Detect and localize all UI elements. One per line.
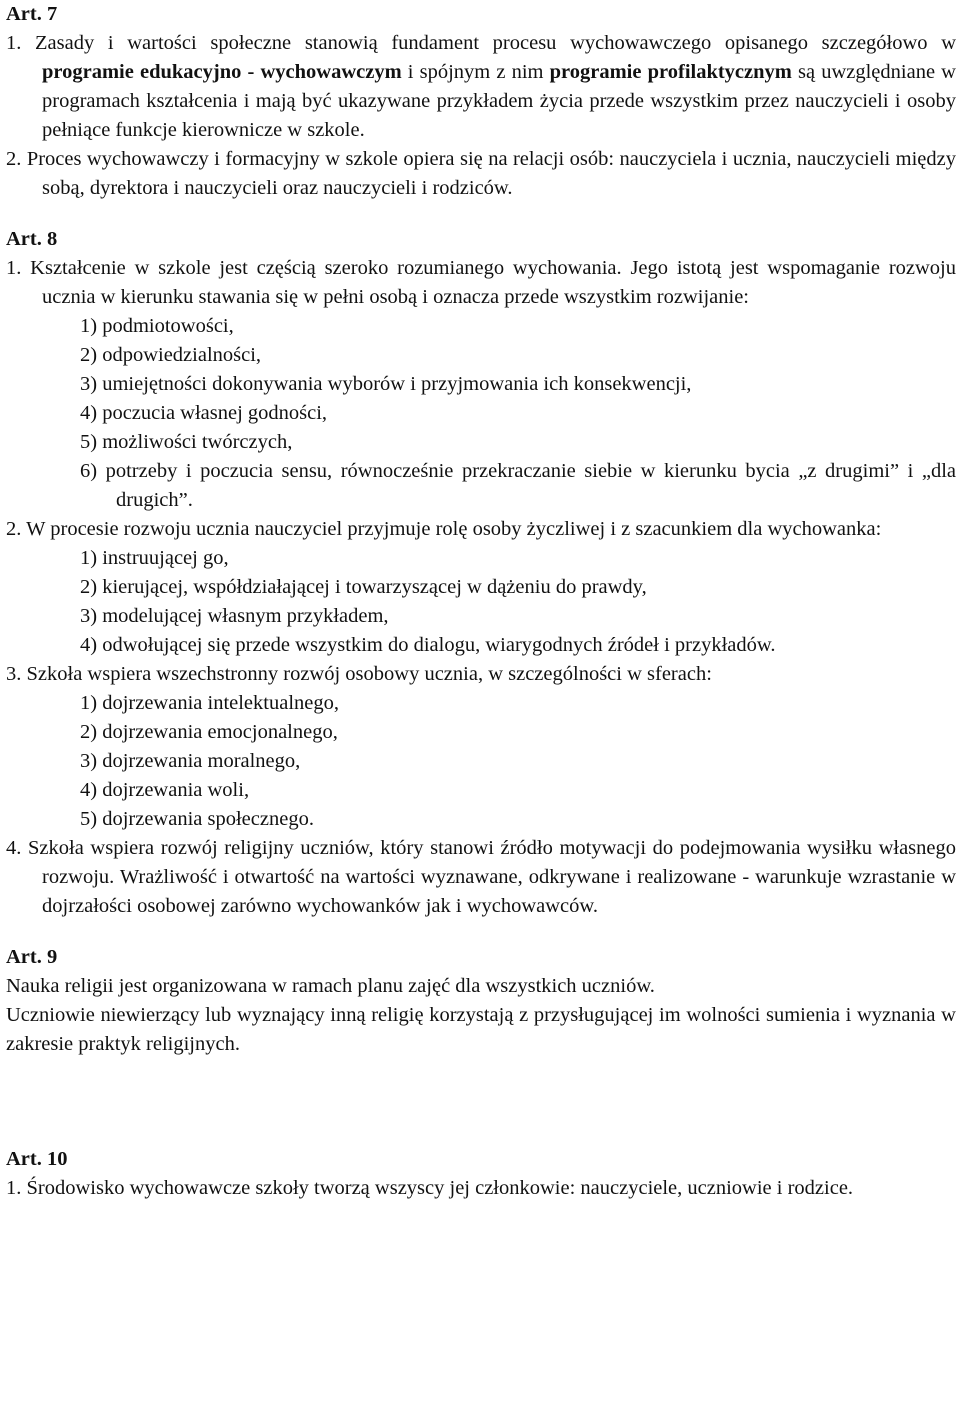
paragraph-text: Szkoła wspiera wszechstronny rozwój osobowy ucznia, w szczególności w sferach: [26, 663, 712, 685]
paragraph-number: 2. [6, 518, 22, 540]
list-item: 5) możliwości twórczych, [80, 431, 293, 453]
paragraph-text: są uwzględniane w programach kształcenia i mają być ukazywane przykładem życia przede wszystkim przez nauczycieli i osoby pełniące funkcje kierownicze w szkole. [42, 61, 956, 141]
paragraph-text: W procesie rozwoju ucznia nauczyciel przyjmuje rolę osoby życzliwej i z szacunkiem dla wychowanka: [26, 518, 882, 540]
paragraph-number: 1. [6, 1177, 22, 1199]
list-item: 5) dojrzewania społecznego. [80, 808, 314, 830]
article-7-heading: Art. 7 [6, 3, 58, 25]
article-7-paragraph-1 [6, 29, 956, 145]
spacer [6, 921, 956, 943]
paragraph-text: i spójnym z nim [401, 61, 550, 83]
list-item: 4) odwołującej się przede wszystkim do dialogu, wiarygodnych źródeł i przykładów. [80, 634, 776, 656]
paragraph-text: Szkoła wspiera rozwój religijny uczniów, który stanowi źródło motywacji do podejmowania wysiłku własnego rozwoju. Wrażliwość i otwartość na wartości wyznawane, odkrywane i realizowane - warunkuje wzrastanie w dojrzałości osobowej zarówno wychowanków jak i wychowawców. [28, 837, 956, 917]
article-9-paragraph-2: Uczniowie niewierzący lub wyznający inną religię korzystają z przysługującej im wolności sumienia i wyznania w zakresie praktyk religijnych. [6, 1004, 956, 1055]
spacer [6, 203, 956, 225]
list-item: 1) podmiotowości, [80, 315, 234, 337]
bold-program-name: programie profilaktycznym [549, 61, 792, 83]
article-8-paragraph-1 [6, 254, 956, 312]
list-item: 4) dojrzewania woli, [80, 779, 250, 801]
paragraph-text: Proces wychowawczy i formacyjny w szkole opiera się na relacji osób: nauczyciela i ucznia, nauczycieli między sobą, dyrektora i nauczycieli oraz nauczycieli i rodziców. [26, 148, 956, 199]
article-8-paragraph-3 [6, 660, 956, 689]
list-item: 3) dojrzewania moralnego, [80, 750, 301, 772]
article-10 [6, 1145, 956, 1203]
article-8-heading: Art. 8 [6, 228, 58, 250]
list-item: 2) dojrzewania emocjonalnego, [80, 721, 338, 743]
list-item: 2) kierującej, współdziałającej i towarzyszącej w dążeniu do prawdy, [80, 576, 647, 598]
list-item: 6) potrzeby i poczucia sensu, równocześnie przekraczanie siebie w kierunku bycia „z drugimi” i „dla drugich”. [80, 460, 956, 511]
article-9 [6, 943, 956, 1059]
paragraph-number: 2. [6, 148, 22, 170]
paragraph-number: 1. [6, 32, 22, 54]
paragraph-text: Zasady i wartości społeczne stanowią fundament procesu wychowawczego opisanego szczegółowo w [35, 32, 956, 54]
paragraph-number: 1. [6, 257, 22, 279]
document-page [6, 0, 956, 1203]
article-7 [6, 0, 956, 203]
paragraph-number: 3. [6, 663, 22, 685]
spacer [6, 1059, 956, 1145]
list-item: 1) instruującej go, [80, 547, 229, 569]
article-10-paragraph-1 [6, 1174, 956, 1203]
paragraph-number: 4. [6, 837, 22, 859]
list-item: 3) umiejętności dokonywania wyborów i przyjmowania ich konsekwencji, [80, 373, 692, 395]
list-item: 1) dojrzewania intelektualnego, [80, 692, 339, 714]
list-item: 4) poczucia własnej godności, [80, 402, 328, 424]
article-9-heading: Art. 9 [6, 946, 58, 968]
paragraph-text: Kształcenie w szkole jest częścią szeroko rozumianego wychowania. Jego istotą jest wspomaganie rozwoju ucznia w kierunku stawania się w pełni osobą i oznacza przede wszystkim rozwijanie: [30, 257, 956, 308]
list-item: 2) odpowiedzialności, [80, 344, 262, 366]
article-7-paragraph-2 [6, 145, 956, 203]
article-9-paragraph-1: Nauka religii jest organizowana w ramach planu zajęć dla wszystkich uczniów. [6, 975, 655, 997]
article-8-paragraph-4 [6, 834, 956, 921]
article-8-paragraph-2 [6, 515, 956, 544]
article-8 [6, 225, 956, 921]
paragraph-text: Środowisko wychowawcze szkoły tworzą wszyscy jej członkowie: nauczyciele, uczniowie i rodzice. [26, 1177, 854, 1199]
list-item: 3) modelującej własnym przykładem, [80, 605, 389, 627]
bold-program-name: programie edukacyjno - wychowawczym [42, 61, 402, 83]
article-10-heading: Art. 10 [6, 1148, 68, 1170]
